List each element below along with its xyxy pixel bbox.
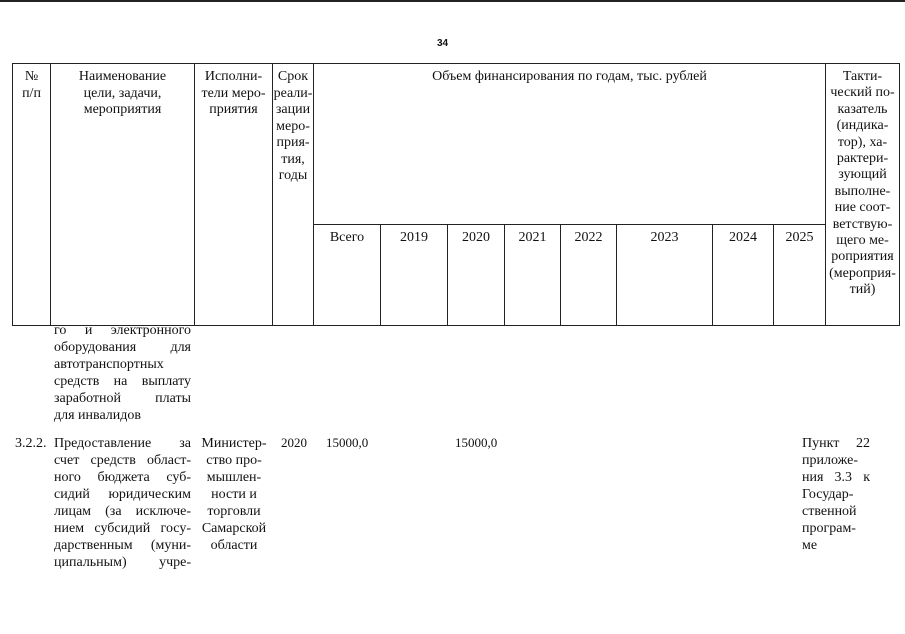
header-col-total: Всего <box>314 225 381 326</box>
row-term: 2020 <box>281 435 307 450</box>
header-year-2025: 2025 <box>774 225 826 326</box>
continuation-text: го и электронного оборудования для автотранспортных средств на выплату заработной платы для инвалидов <box>54 323 191 423</box>
header-col-indicator: Такти- ческий по- казатель (индика- тор), ха- рактери- зующий выполне- ние соот- ветствую- щего ме- роприятия (мероприя- тий) <box>826 64 900 326</box>
header-col-term: Срок реали- зации меро- прия- тия, годы <box>273 64 314 326</box>
row-executor: Министер- ство про- мышлен- ности и торговли Самарской области <box>201 436 267 553</box>
row-name: Предоставление за счет средств област- ного бюджета суб- сидий юридическим лицам (за исключе- нием субсидий госу- дарственным (муни- ципальным) учре- <box>54 436 191 570</box>
row-indicator: Пункт 22 приложе- ния 3.3 к Государ- ственной програм- ме <box>802 436 870 553</box>
page-number: 34 <box>437 38 449 49</box>
header-col-name: Наименование цели, задачи, мероприятия <box>51 64 195 326</box>
header-year-2020: 2020 <box>448 225 505 326</box>
row-number: 3.2.2. <box>15 436 47 451</box>
header-year-2023: 2023 <box>617 225 713 326</box>
header-year-2022: 2022 <box>561 225 617 326</box>
header-col-number: № п/п <box>13 64 51 326</box>
header-year-2019: 2019 <box>381 225 448 326</box>
row-value-2020: 15000,0 <box>455 435 498 450</box>
top-border-line <box>0 0 905 2</box>
row-total: 15000,0 <box>326 435 369 450</box>
header-col-financing: Объем финансирования по годам, тыс. рублей <box>314 64 826 225</box>
header-col-executors: Исполни- тели меро- приятия <box>195 64 273 326</box>
header-year-2021: 2021 <box>505 225 561 326</box>
table-header <box>12 63 900 326</box>
header-year-2024: 2024 <box>713 225 774 326</box>
